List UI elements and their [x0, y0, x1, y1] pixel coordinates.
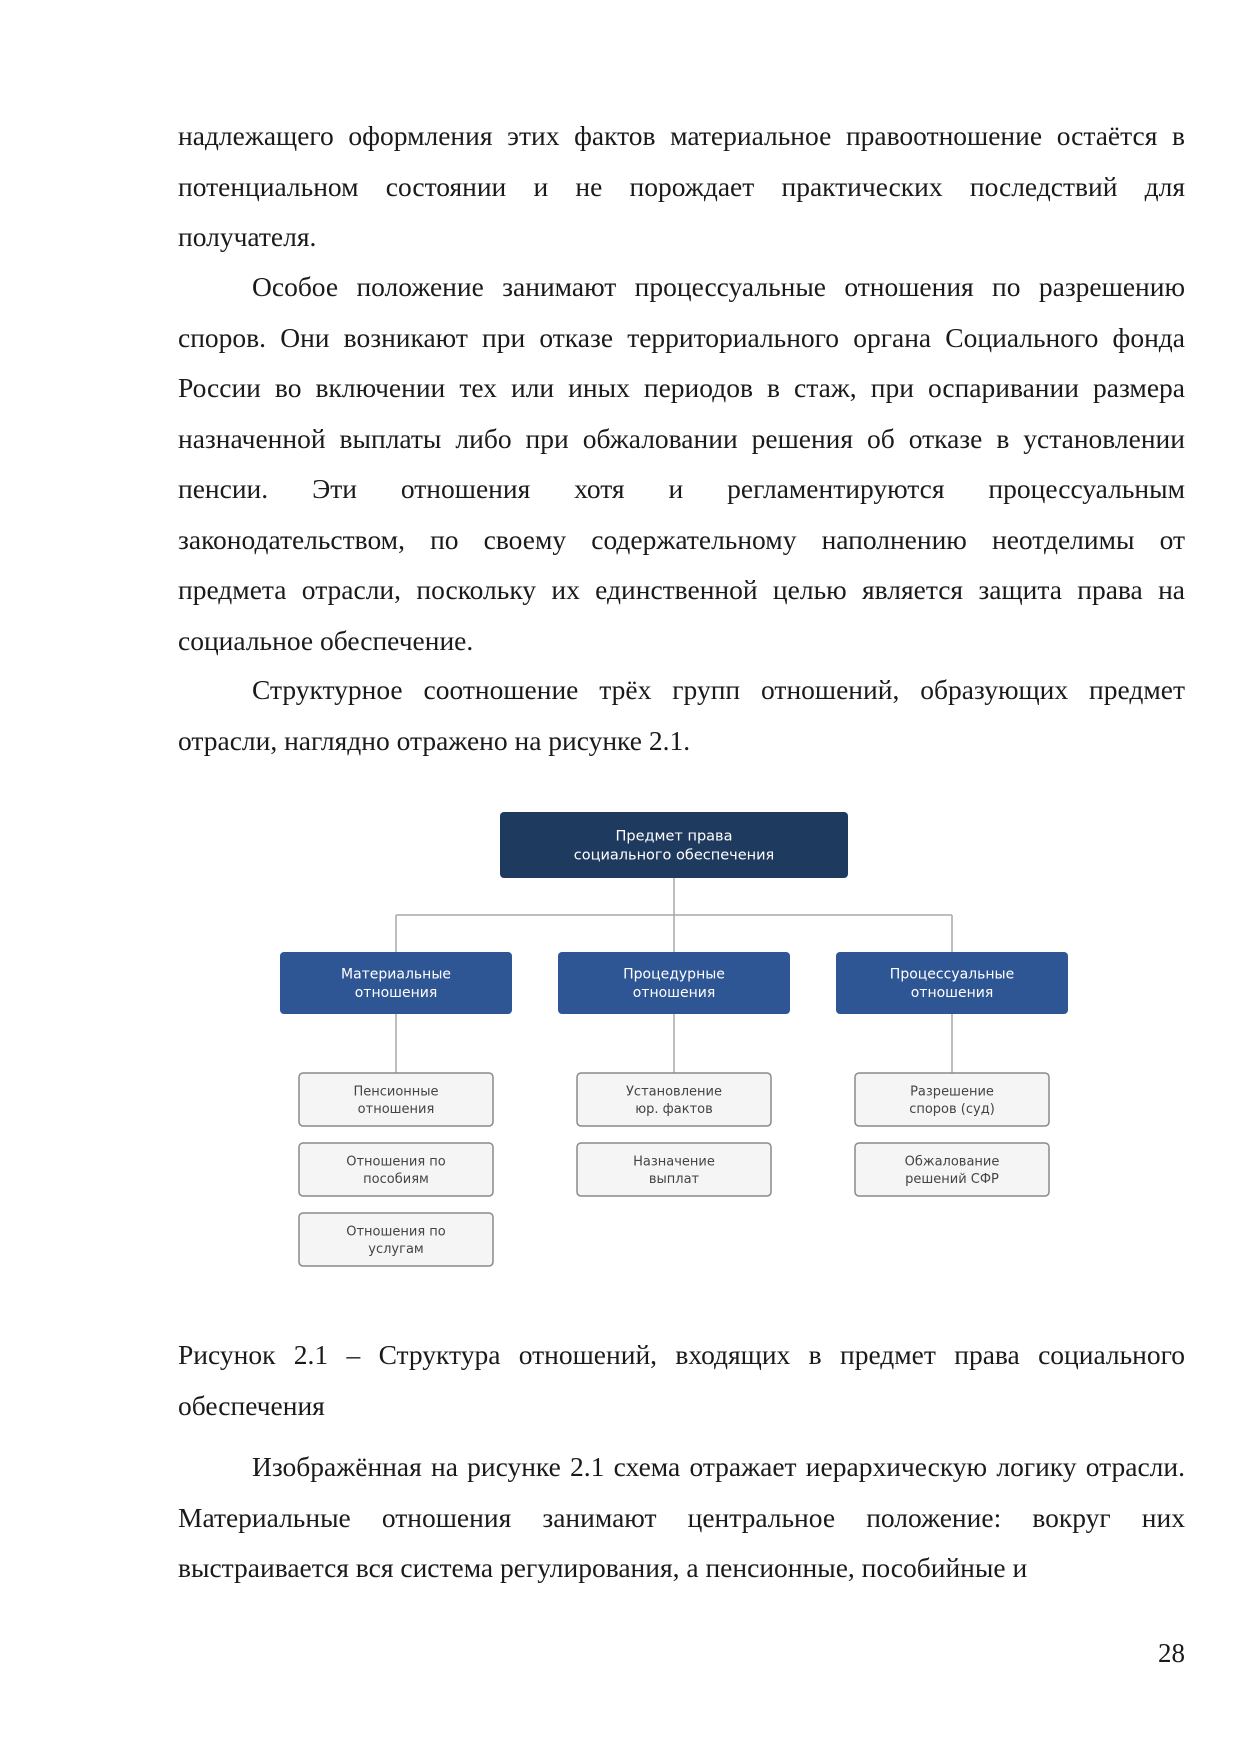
branch-node: [280, 952, 512, 1014]
leaf-node-label-line: споров (суд): [909, 1101, 995, 1117]
leaf-node-label-line: пособиям: [363, 1171, 429, 1187]
leaf-node-label-line: Отношения по: [346, 1224, 446, 1240]
leaf-node: [299, 1143, 493, 1196]
branch-node-label-line: Процессуальные: [889, 966, 1015, 983]
paragraph-procedural-relations: Особое положение занимают процессуальные отношения по разрешению споров. Они возникают при отказе территориального органа Социального фонда России во включении тех или иных периодов в стаж, при оспаривании размера назначенной выплаты либо при обжаловании решения об отказе в установлении пенсии. Эти отношения хотя и регламентируются процессуальным законодательством, по своему содержательному наполнению неотделимы от предмета отрасли, поскольку их единственной целью является защита права на социальное обеспечение.: [178, 271, 1185, 656]
leaf-node-label-line: Установление: [626, 1084, 722, 1100]
leaf-node-label-line: отношения: [357, 1101, 435, 1117]
leaf-node: [855, 1073, 1049, 1126]
branch-node-label-line: отношения: [632, 985, 716, 1002]
branch-node: [558, 952, 790, 1014]
leaf-node-label-line: юр. фактов: [635, 1101, 713, 1117]
figure-caption: Рисунок 2.1 – Структура отношений, входящих в предмет права социального обеспечения: [178, 1339, 1185, 1421]
paragraph-continuation: надлежащего оформления этих фактов материальное правоотношение остаётся в потенциальном состоянии и не порождает практических последствий для получателя.: [178, 120, 1185, 252]
branch-node: [836, 952, 1068, 1014]
branch-node-label-line: Материальные: [340, 966, 452, 983]
leaf-node: [577, 1143, 771, 1196]
leaf-node: [577, 1073, 771, 1126]
relations-structure-diagram: [270, 812, 1090, 1282]
leaf-node-label-line: Отношения по: [346, 1154, 446, 1170]
leaf-node: [855, 1143, 1049, 1196]
root-node: [500, 812, 848, 878]
leaf-node-label-line: решений СФР: [905, 1171, 999, 1187]
branch-node-label-line: Процедурные: [623, 966, 725, 983]
leaf-node-label-line: услугам: [368, 1241, 424, 1257]
leaf-node-label-line: Обжалование: [904, 1154, 1000, 1170]
leaf-node-label-line: выплат: [648, 1171, 700, 1187]
leaf-node: [299, 1073, 493, 1126]
root-node-label-line: Предмет права: [615, 828, 733, 845]
paragraph-hierarchy: Изображённая на рисунке 2.1 схема отражает иерархическую логику отрасли. Материальные отношения занимают центральное положение: вокруг них выстраивается вся система регулирования, а пенсионные, пособийные и: [178, 1451, 1185, 1583]
branch-node-label-line: отношения: [910, 985, 994, 1002]
branch-node-label-line: отношения: [354, 985, 438, 1002]
paragraph-figure-reference: Структурное соотношение трёх групп отношений, образующих предмет отрасли, наглядно отражено на рисунке 2.1.: [178, 674, 1185, 756]
leaf-node-label-line: Пенсионные: [353, 1084, 439, 1100]
leaf-node-label-line: Разрешение: [910, 1084, 994, 1100]
root-node-label-line: социального обеспечения: [573, 847, 775, 864]
leaf-node: [299, 1213, 493, 1266]
leaf-node-label-line: Назначение: [633, 1154, 715, 1170]
page-number: 28: [1158, 1638, 1185, 1668]
